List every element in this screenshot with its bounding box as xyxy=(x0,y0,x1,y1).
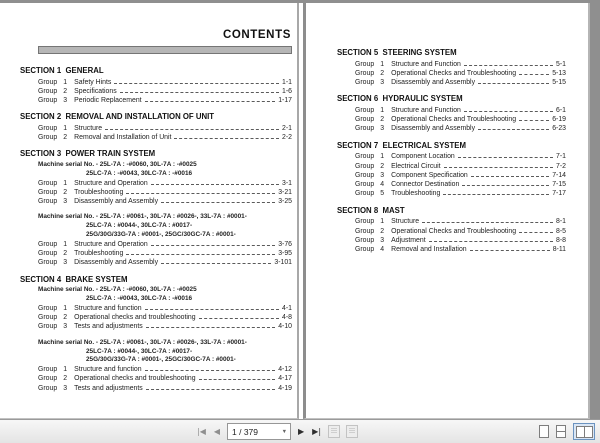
group-number: 3 xyxy=(63,384,68,392)
section-heading: SECTION 6 HYDRAULIC SYSTEM xyxy=(337,94,463,104)
dot-leader xyxy=(470,249,550,251)
group-label: Group xyxy=(355,190,375,198)
group-number: 3 xyxy=(63,323,68,331)
toc-block xyxy=(337,217,566,254)
toc-entry xyxy=(337,78,566,87)
dot-leader xyxy=(444,166,553,168)
dot-leader xyxy=(429,240,553,242)
page-number: 3-95 xyxy=(278,250,292,258)
next-page-button[interactable]: ▶ xyxy=(298,426,305,436)
right-toc xyxy=(337,48,566,254)
page-title: CONTENTS xyxy=(222,29,291,41)
group-label: Group xyxy=(355,227,375,235)
toc-entry xyxy=(337,115,566,124)
group-label: Group xyxy=(38,323,58,331)
toc-section xyxy=(337,94,566,133)
group-label: Group xyxy=(355,236,375,244)
group-name: Structure and function xyxy=(74,366,142,374)
group-label: Group xyxy=(355,162,375,170)
group-name: Component Specification xyxy=(391,171,468,179)
page-number: 7-14 xyxy=(552,171,566,179)
group-number: 3 xyxy=(380,171,385,179)
dot-leader xyxy=(464,110,553,112)
group-number: 1 xyxy=(380,218,385,226)
page-number: 6-23 xyxy=(552,125,566,133)
page-number-box xyxy=(227,423,291,440)
serial-note-line: 25LC-7A : #0044-, 30LC-7A : #0017- xyxy=(86,347,193,355)
page-number: 6-19 xyxy=(552,116,566,124)
toc-entry xyxy=(20,365,292,374)
dot-leader xyxy=(464,64,553,66)
dot-leader xyxy=(105,128,279,130)
group-number: 1 xyxy=(63,124,68,132)
dot-leader xyxy=(161,201,275,203)
group-label: Group xyxy=(355,60,375,68)
group-number: 3 xyxy=(380,236,385,244)
group-label: Group xyxy=(38,314,58,322)
page-number: 4-8 xyxy=(282,314,292,322)
toc-entry xyxy=(20,87,292,96)
group-name: Electrical Circuit xyxy=(391,162,441,170)
group-number: 4 xyxy=(380,246,385,254)
toc-entry xyxy=(20,313,292,322)
group-name: Removal and Installation xyxy=(391,246,467,254)
page-number: 8-5 xyxy=(556,227,566,235)
toc-entry xyxy=(20,124,292,133)
group-label: Group xyxy=(355,246,375,254)
toc-block xyxy=(337,106,566,134)
page-number: 3-25 xyxy=(278,198,292,206)
group-label: Group xyxy=(38,384,58,392)
toc-entry xyxy=(337,217,566,226)
section-heading: SECTION 3 POWER TRAIN SYSTEM xyxy=(20,149,156,159)
toc-entry xyxy=(337,162,566,171)
dot-leader xyxy=(199,378,276,380)
serial-note-line: 25LC-7A : #0044-, 30LC-7A : #0017- xyxy=(86,222,193,230)
right-page-content xyxy=(306,3,588,254)
group-label: Group xyxy=(38,179,58,187)
group-name: Tests and adjustments xyxy=(74,323,143,331)
page-navigation xyxy=(196,420,358,443)
group-number: 2 xyxy=(380,227,385,235)
group-label: Group xyxy=(355,69,375,77)
dot-leader xyxy=(146,326,275,328)
dot-leader xyxy=(443,193,549,195)
toc-entry xyxy=(337,60,566,69)
group-number: 3 xyxy=(63,97,68,105)
group-name: Troubleshooting xyxy=(74,188,124,196)
group-number: 3 xyxy=(380,125,385,133)
viewer-toolbar xyxy=(0,419,600,443)
section-heading: SECTION 8 MAST xyxy=(337,205,405,215)
page-number: 5-1 xyxy=(556,60,566,68)
group-number: 2 xyxy=(63,87,68,95)
toc-entry xyxy=(337,152,566,161)
dot-leader xyxy=(478,82,549,84)
page-dropdown-arrow-icon[interactable]: ▼ xyxy=(281,428,288,435)
toc-block xyxy=(20,286,292,331)
section-heading: SECTION 1 GENERAL xyxy=(20,66,104,75)
page-number: 7-17 xyxy=(552,190,566,198)
group-label: Group xyxy=(38,240,58,248)
serial-note-line: Machine serial No. - 25L-7A : #0061-, 30L-7A : #0026-, 33L-7A : #0001- xyxy=(38,338,247,346)
toc-entry xyxy=(337,106,566,115)
group-label: Group xyxy=(355,218,375,226)
page-number-input[interactable] xyxy=(228,427,278,437)
group-name: Structure and Function xyxy=(391,60,461,68)
title-underline-bar xyxy=(38,46,292,54)
toc-entry xyxy=(337,189,566,198)
page-number: 8-11 xyxy=(552,246,566,254)
serial-note-line: 25G/30G/33G-7A : #0001-, 25GC/30GC-7A : #0001- xyxy=(86,231,236,239)
page-number: 5-15 xyxy=(552,79,566,87)
group-name: Periodic Replacement xyxy=(74,97,142,105)
dot-leader xyxy=(519,231,553,233)
toc-entry xyxy=(337,227,566,236)
previous-view-icon[interactable] xyxy=(328,425,340,438)
left-toc xyxy=(20,66,292,393)
toc-entry xyxy=(20,249,292,258)
group-number: 1 xyxy=(63,78,68,86)
group-name: Structure xyxy=(74,124,103,132)
group-number: 3 xyxy=(380,79,385,87)
group-name: Structure and Operation xyxy=(74,179,148,187)
group-number: 1 xyxy=(63,240,68,248)
page-number: 2-1 xyxy=(282,124,292,132)
group-name: Disassembly and Assembly xyxy=(391,125,476,133)
page-number: 1-6 xyxy=(282,87,292,95)
toc-entry xyxy=(20,374,292,383)
page-number: 4-19 xyxy=(278,384,292,392)
group-name: Safety Hints xyxy=(74,78,112,86)
group-label: Group xyxy=(38,259,58,267)
group-number: 1 xyxy=(63,179,68,187)
group-name: Operational Checks and Troubleshooting xyxy=(391,116,517,124)
group-number: 1 xyxy=(63,304,68,312)
group-label: Group xyxy=(355,153,375,161)
group-name: Structure and function xyxy=(74,304,142,312)
group-number: 2 xyxy=(380,162,385,170)
last-page-button[interactable]: ▶| xyxy=(312,426,322,436)
group-label: Group xyxy=(38,366,58,374)
toc-entry xyxy=(20,322,292,331)
page-number: 4-10 xyxy=(278,323,292,331)
continuous-view-icon[interactable] xyxy=(556,425,566,438)
toc-section xyxy=(20,275,292,393)
page-number: 4-17 xyxy=(278,375,292,383)
group-name: Troubleshooting xyxy=(74,250,124,258)
group-label: Group xyxy=(355,171,375,179)
dot-leader xyxy=(478,128,549,130)
toc-entry xyxy=(20,78,292,87)
group-name: Operational Checks and Troubleshooting xyxy=(391,227,517,235)
page-number: 4-1 xyxy=(282,304,292,312)
group-label: Group xyxy=(38,250,58,258)
toc-entry xyxy=(337,245,566,254)
group-label: Group xyxy=(355,125,375,133)
serial-note-line: Machine serial No. - 25L-7A : -#0060, 30L-7A : -#0025 xyxy=(38,160,197,168)
toc-entry xyxy=(337,236,566,245)
group-number: 2 xyxy=(380,69,385,77)
group-number: 5 xyxy=(380,190,385,198)
toc-section xyxy=(337,48,566,87)
group-label: Group xyxy=(355,79,375,87)
page-number: 3-101 xyxy=(274,259,292,267)
toc-block xyxy=(337,152,566,198)
group-name: Troubleshooting xyxy=(391,190,441,198)
group-label: Group xyxy=(38,124,58,132)
page-number: 3-76 xyxy=(278,240,292,248)
left-page-content xyxy=(0,3,297,393)
dot-leader xyxy=(126,192,275,194)
page-number: 8-1 xyxy=(556,218,566,226)
toc-section xyxy=(337,206,566,255)
page-number: 3-21 xyxy=(278,188,292,196)
group-label: Group xyxy=(355,181,375,189)
dot-leader xyxy=(519,73,549,75)
serial-note-line: 25G/30G/33G-7A : #0001-, 25GC/30GC-7A : #0001- xyxy=(86,356,236,364)
group-label: Group xyxy=(38,198,58,206)
group-number: 4 xyxy=(380,181,385,189)
group-label: Group xyxy=(355,106,375,114)
serial-note-line: 25LC-7A : -#0043, 30LC-7A : -#0016 xyxy=(86,295,193,303)
group-name: Specifications xyxy=(74,87,117,95)
section-heading: SECTION 4 BRAKE SYSTEM xyxy=(20,274,128,284)
title-row xyxy=(20,3,292,43)
group-name: Operational checks and troubleshooting xyxy=(74,314,196,322)
right-page xyxy=(303,3,590,419)
single-page-view-icon[interactable] xyxy=(539,425,549,438)
toc-entry xyxy=(20,304,292,313)
group-number: 1 xyxy=(63,366,68,374)
toc-block xyxy=(20,124,292,143)
serial-note-line: 25LC-7A : -#0043, 30LC-7A : -#0016 xyxy=(86,169,193,177)
group-label: Group xyxy=(355,116,375,124)
dot-leader xyxy=(471,175,549,177)
group-name: Operational checks and troubleshooting xyxy=(74,375,196,383)
group-number: 1 xyxy=(380,60,385,68)
toc-entry xyxy=(20,96,292,105)
dot-leader xyxy=(161,262,271,264)
group-name: Structure xyxy=(391,218,420,226)
page-number: 3-1 xyxy=(282,179,292,187)
dot-leader xyxy=(151,244,276,246)
group-label: Group xyxy=(38,134,58,142)
page-number: 1-17 xyxy=(278,97,292,105)
group-label: Group xyxy=(38,304,58,312)
toc-entry xyxy=(20,258,292,267)
toc-entry xyxy=(20,240,292,249)
page-number: 8-8 xyxy=(556,236,566,244)
dot-leader xyxy=(199,317,279,319)
group-name: Structure and Function xyxy=(391,106,461,114)
group-name: Disassembly and Assembly xyxy=(391,79,476,87)
toc-block xyxy=(337,60,566,88)
toc-entry xyxy=(20,197,292,206)
group-number: 1 xyxy=(380,153,385,161)
group-label: Group xyxy=(38,188,58,196)
toc-entry xyxy=(337,124,566,133)
section-heading: SECTION 7 ELECTRICAL SYSTEM xyxy=(337,140,466,150)
dot-leader xyxy=(145,308,279,310)
page-number: 6-1 xyxy=(556,106,566,114)
toc-entry xyxy=(20,179,292,188)
group-number: 2 xyxy=(63,314,68,322)
group-number: 1 xyxy=(380,106,385,114)
dot-leader xyxy=(458,156,553,158)
toc-entry xyxy=(20,188,292,197)
serial-note-line: Machine serial No. - 25L-7A : #0061-, 30L-7A : #0026-, 33L-7A : #0001- xyxy=(38,213,247,221)
group-number: 2 xyxy=(380,116,385,124)
group-number: 3 xyxy=(63,198,68,206)
group-number: 2 xyxy=(63,375,68,383)
page-number: 4-12 xyxy=(278,366,292,374)
dot-leader xyxy=(174,137,279,139)
toc-entry xyxy=(20,133,292,142)
previous-page-button[interactable]: ◀ xyxy=(213,426,221,436)
toc-section xyxy=(20,149,292,267)
section-heading: SECTION 5 STEERING SYSTEM xyxy=(337,48,457,57)
group-name: Adjustment xyxy=(391,236,426,244)
toc-entry xyxy=(337,69,566,78)
dot-leader xyxy=(120,91,279,93)
toc-entry xyxy=(337,180,566,189)
page-number: 2-2 xyxy=(282,134,292,142)
dot-leader xyxy=(151,183,279,185)
group-label: Group xyxy=(38,87,58,95)
group-number: 2 xyxy=(63,134,68,142)
dot-leader xyxy=(146,388,275,390)
dot-leader xyxy=(519,119,549,121)
page-number: 5-13 xyxy=(552,69,566,77)
toc-entry xyxy=(20,384,292,393)
group-name: Structure and Operation xyxy=(74,240,148,248)
serial-note-line: Machine serial No. - 25L-7A : -#0060, 30L-7A : -#0025 xyxy=(38,286,197,294)
group-name: Tests and adjustments xyxy=(74,384,143,392)
page-number: 7-15 xyxy=(552,181,566,189)
toc-section xyxy=(20,112,292,142)
toc-block xyxy=(20,161,292,206)
section-heading: SECTION 2 REMOVAL AND INSTALLATION OF UNIT xyxy=(20,112,215,122)
view-mode-group xyxy=(539,420,595,443)
dot-leader xyxy=(126,253,275,255)
dot-leader xyxy=(462,184,549,186)
group-name: Component Location xyxy=(391,153,455,161)
page-number: 1-1 xyxy=(282,78,292,86)
group-name: Removal and Installation of Unit xyxy=(74,134,172,142)
toc-block xyxy=(20,213,292,267)
group-number: 2 xyxy=(63,250,68,258)
facing-pages-view-icon[interactable] xyxy=(573,423,595,440)
group-label: Group xyxy=(38,375,58,383)
group-name: Connector Destination xyxy=(391,181,460,189)
page-number: 7-2 xyxy=(556,162,566,170)
group-label: Group xyxy=(38,97,58,105)
dot-leader xyxy=(145,369,276,371)
group-name: Operational Checks and Troubleshooting xyxy=(391,69,517,77)
toc-entry xyxy=(337,171,566,180)
page-number: 7-1 xyxy=(556,153,566,161)
next-view-icon[interactable] xyxy=(346,425,358,438)
left-page xyxy=(0,3,299,419)
toc-block xyxy=(20,78,292,106)
dot-leader xyxy=(145,100,276,102)
toc-block xyxy=(20,339,292,393)
group-name: Disassembly and Assembly xyxy=(74,198,159,206)
dot-leader xyxy=(422,221,553,223)
group-number: 2 xyxy=(63,188,68,196)
toc-section xyxy=(20,66,292,105)
first-page-button[interactable]: |◀ xyxy=(197,426,206,436)
group-number: 3 xyxy=(63,259,68,267)
group-label: Group xyxy=(38,78,58,86)
dot-leader xyxy=(114,82,279,84)
toc-section xyxy=(337,141,566,199)
group-name: Disassembly and Assembly xyxy=(74,259,159,267)
